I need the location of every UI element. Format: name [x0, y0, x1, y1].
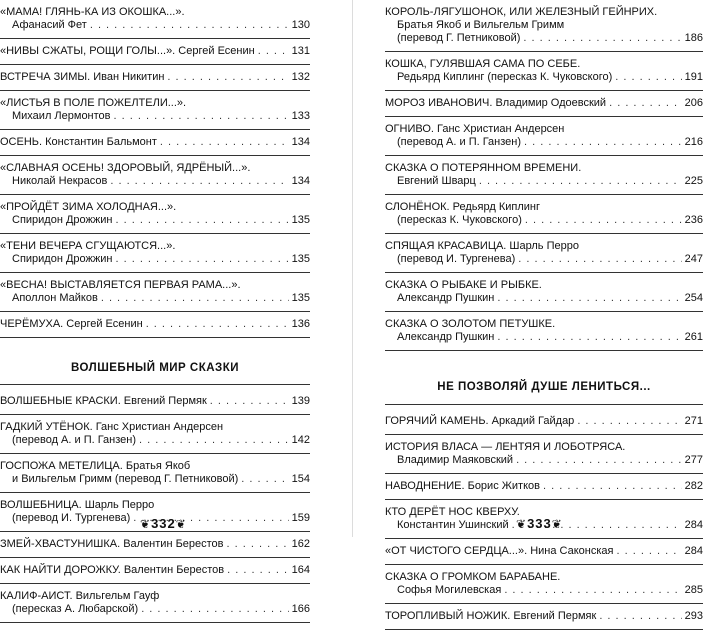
entry-page-number: 154: [291, 473, 310, 485]
toc-entry: [0, 584, 310, 623]
entry-subline: Константин Ушинский: [397, 519, 509, 531]
entry-title: КТО ДЕРЁТ НОС КВЕРХУ.: [385, 506, 520, 518]
entry-title: ТОРОПЛИВЫЙ НОЖИК. Евгений Пермяк: [385, 610, 597, 622]
toc-entry: [385, 117, 703, 156]
toc-entry: [385, 273, 703, 312]
entry-subline: Евгений Шварц: [397, 175, 476, 187]
entry-page-number: 191: [684, 71, 703, 83]
toc-entry: [385, 409, 703, 435]
entry-subline: (пересказ К. Чуковского): [397, 214, 522, 226]
toc-entry: [0, 91, 310, 130]
entry-subline: Аполлон Майков: [12, 292, 98, 304]
entry-title: ВОЛШЕБНИЦА. Шарль Перро: [0, 499, 155, 511]
toc-entry: [0, 389, 310, 415]
entry-subline: Николай Некрасов: [12, 175, 108, 187]
toc-entry: [385, 539, 703, 565]
entry-page-number: 142: [291, 434, 310, 446]
entry-subline: Софья Могилевская: [397, 584, 502, 596]
entry-page-number: 130: [291, 19, 310, 31]
entry-page-number: 247: [684, 253, 703, 265]
entry-subline: Редьярд Киплинг (пересказ К. Чуковского): [397, 71, 613, 83]
entry-page-number: 133: [291, 110, 310, 122]
toc-list-right-top: [385, 0, 703, 351]
toc-entry: [0, 0, 310, 39]
dot-leader: [599, 610, 681, 623]
ornament-left-icon: ❦: [140, 517, 152, 531]
entry-page-number: 285: [684, 584, 703, 596]
toc-entry: [0, 65, 310, 91]
dot-leader: [90, 19, 289, 32]
dot-leader: [577, 415, 681, 428]
page-number-right: ❦333❦: [516, 516, 563, 531]
right-page: [385, 0, 703, 630]
dot-leader: [258, 45, 289, 58]
dot-leader: [114, 110, 289, 123]
dot-leader: [115, 253, 288, 266]
entry-page-number: 293: [684, 610, 703, 622]
toc-entry: [0, 156, 310, 195]
toc-entry: [0, 39, 310, 65]
entry-page-number: 131: [291, 45, 310, 57]
toc-entry: [0, 130, 310, 156]
dot-leader: [543, 480, 682, 493]
dot-leader: [241, 473, 288, 486]
entry-subline: и Вильгельм Гримм (перевод Г. Петниковой): [12, 473, 239, 485]
entry-title: ОГНИВО. Ганс Христиан Андерсен: [385, 123, 565, 135]
entry-title: «ПРОЙДЁТ ЗИМА ХОЛОДНАЯ...».: [0, 201, 177, 213]
entry-title: ЧЕРЁМУХА. Сергей Есенин: [0, 318, 143, 330]
entry-page-number: 162: [291, 538, 310, 550]
entry-title: «МАМА! ГЛЯНЬ-КА ИЗ ОКОШКА...».: [0, 6, 185, 18]
entry-page-number: 284: [684, 519, 703, 531]
toc-entry: [385, 52, 703, 91]
entry-page-number: 225: [684, 175, 703, 187]
entry-page-number: 166: [291, 603, 310, 615]
entry-title: МОРОЗ ИВАНОВИЧ. Владимир Одоевский: [385, 97, 607, 109]
entry-title: ВСТРЕЧА ЗИМЫ. Иван Никитин: [0, 71, 165, 83]
entry-page-number: 132: [291, 71, 310, 83]
dot-leader: [141, 603, 288, 616]
dot-leader: [497, 292, 681, 305]
ornament-right-icon: ❦: [551, 517, 563, 531]
entry-title: ГОРЯЧИЙ КАМЕНЬ. Аркадий Гайдар: [385, 415, 575, 427]
section-title-right: НЕ ПОЗВОЛЯЙ ДУШЕ ЛЕНИТЬСЯ...: [385, 381, 703, 405]
dot-leader: [516, 454, 682, 467]
dot-leader: [609, 97, 682, 110]
entry-page-number: 254: [684, 292, 703, 304]
entry-title: СЛОНЁНОК. Редьярд Киплинг: [385, 201, 540, 213]
toc-entry: [0, 195, 310, 234]
entry-subline: Спиридон Дрожжин: [12, 253, 113, 265]
entry-page-number: 284: [684, 545, 703, 557]
entry-title: ОСЕНЬ. Константин Бальмонт: [0, 136, 157, 148]
entry-title: «ЛИСТЬЯ В ПОЛЕ ПОЖЕЛТЕЛИ...».: [0, 97, 187, 109]
dot-leader: [524, 136, 682, 149]
entry-title: СПЯЩАЯ КРАСАВИЦА. Шарль Перро: [385, 240, 579, 252]
toc-entry: [0, 532, 310, 558]
entry-title: КАЛИФ-АИСТ. Вильгельм Гауф: [0, 590, 160, 602]
entry-page-number: 139: [291, 395, 310, 407]
dot-leader: [227, 564, 288, 577]
dot-leader: [167, 71, 288, 84]
toc-entry: [0, 558, 310, 584]
toc-entry: [385, 195, 703, 234]
toc-entry: [385, 0, 703, 52]
dot-leader: [146, 318, 289, 331]
entry-title: СКАЗКА О ГРОМКОМ БАРАБАНЕ.: [385, 571, 561, 583]
toc-entry: [385, 156, 703, 195]
toc-entry: [385, 474, 703, 500]
entry-title: ЗМЕЙ-ХВАСТУНИШКА. Валентин Берестов: [0, 538, 224, 550]
entry-page-number: 186: [684, 32, 703, 44]
entry-page-number: 206: [684, 97, 703, 109]
dot-leader: [110, 175, 288, 188]
entry-title: «НИВЫ СЖАТЫ, РОЩИ ГОЛЫ...». Сергей Есенин: [0, 45, 255, 57]
entry-page-number: 136: [291, 318, 310, 330]
entry-page-number: 135: [291, 214, 310, 226]
entry-page-number: 216: [684, 136, 703, 148]
entry-page-number: 236: [684, 214, 703, 226]
entry-title: «ОТ ЧИСТОГО СЕРДЦА...». Нина Саконская: [385, 545, 614, 557]
entry-page-number: 159: [291, 512, 310, 524]
toc-entry: [385, 91, 703, 117]
toc-list-left-bottom: [0, 389, 310, 623]
toc-entry: [385, 604, 703, 630]
entry-title: ГАДКИЙ УТЁНОК. Ганс Христиан Андерсен: [0, 421, 224, 433]
entry-title: ВОЛШЕБНЫЕ КРАСКИ. Евгений Пермяк: [0, 395, 207, 407]
toc-list-left-top: [0, 0, 310, 338]
toc-entry: [385, 312, 703, 351]
entry-subline: Александр Пушкин: [397, 292, 495, 304]
entry-title: КОШКА, ГУЛЯВШАЯ САМА ПО СЕБЕ.: [385, 58, 581, 70]
entry-subline: Владимир Маяковский: [397, 454, 514, 466]
ornament-right-icon: ❦: [516, 517, 528, 531]
toc-entry: [0, 415, 310, 454]
toc-entry: [385, 565, 703, 604]
entry-title: НАВОДНЕНИЕ. Борис Житков: [385, 480, 540, 492]
dot-leader: [525, 214, 682, 227]
entry-subline: Михаил Лермонтов: [12, 110, 111, 122]
dot-leader: [615, 71, 681, 84]
entry-subline: (перевод И. Тургенева): [12, 512, 131, 524]
page-number-left: ❦332❦: [140, 516, 187, 531]
entry-title: СКАЗКА О РЫБАКЕ И РЫБКЕ.: [385, 279, 542, 291]
dot-leader: [616, 545, 681, 558]
entry-title: ИСТОРИЯ ВЛАСА — ЛЕНТЯЯ И ЛОБОТРЯСА.: [385, 441, 626, 453]
entry-subline: (перевод Г. Петниковой): [397, 32, 521, 44]
dot-leader: [139, 434, 289, 447]
toc-entry: [0, 312, 310, 338]
entry-subline: (перевод А. и П. Ганзен): [12, 434, 137, 446]
entry-title: «ТЕНИ ВЕЧЕРА СГУЩАЮТСЯ...».: [0, 240, 176, 252]
toc-entry: [0, 234, 310, 273]
ornament-left-icon: ❦: [175, 517, 187, 531]
entry-subline: (пересказ А. Любарской): [12, 603, 139, 615]
entry-page-number: 261: [684, 331, 703, 343]
entry-subline: (перевод А. и П. Ганзен): [397, 136, 522, 148]
toc-entry: [0, 454, 310, 493]
entry-page-number: 282: [684, 480, 703, 492]
page-gutter: [352, 0, 353, 537]
entry-page-number: 134: [291, 175, 310, 187]
entry-page-number: 271: [684, 415, 703, 427]
dot-leader: [479, 175, 682, 188]
entry-subline: (перевод И. Тургенева): [397, 253, 516, 265]
entry-title: КАК НАЙТИ ДОРОЖКУ. Валентин Берестов: [0, 564, 225, 576]
entry-title: ГОСПОЖА МЕТЕЛИЦА. Братья Якоб: [0, 460, 191, 472]
entry-title: СКАЗКА О ЗОЛОТОМ ПЕТУШКЕ.: [385, 318, 556, 330]
entry-page-number: 277: [684, 454, 703, 466]
section-title-left: ВОЛШЕБНЫЙ МИР СКАЗКИ: [0, 362, 310, 385]
dot-leader: [115, 214, 288, 227]
toc-entry: [385, 234, 703, 273]
dot-leader: [210, 395, 289, 408]
entry-subline: Александр Пушкин: [397, 331, 495, 343]
dot-leader: [504, 584, 681, 597]
dot-leader: [518, 253, 681, 266]
entry-title: «СЛАВНАЯ ОСЕНЬ! ЗДОРОВЫЙ, ЯДРЁНЫЙ...».: [0, 162, 251, 174]
entry-page-number: 135: [291, 253, 310, 265]
dot-leader: [160, 136, 289, 149]
dot-leader: [497, 331, 681, 344]
entry-page-number: 134: [291, 136, 310, 148]
entry-subline: Братья Якоб и Вильгельм Гримм: [397, 19, 565, 31]
entry-page-number: 164: [291, 564, 310, 576]
entry-title: КОРОЛЬ-ЛЯГУШОНОК, ИЛИ ЖЕЛЕЗНЫЙ ГЕЙНРИХ.: [385, 6, 658, 18]
entry-title: СКАЗКА О ПОТЕРЯННОМ ВРЕМЕНИ.: [385, 162, 582, 174]
dot-leader: [227, 538, 289, 551]
dot-leader: [101, 292, 289, 305]
dot-leader: [523, 32, 681, 45]
entry-page-number: 135: [291, 292, 310, 304]
toc-entry: [0, 273, 310, 312]
entry-subline: Афанасий Фет: [12, 19, 87, 31]
entry-title: «ВЕСНА! ВЫСТАВЛЯЕТСЯ ПЕРВАЯ РАМА...».: [0, 279, 241, 291]
toc-entry: [385, 435, 703, 474]
entry-subline: Спиридон Дрожжин: [12, 214, 113, 226]
